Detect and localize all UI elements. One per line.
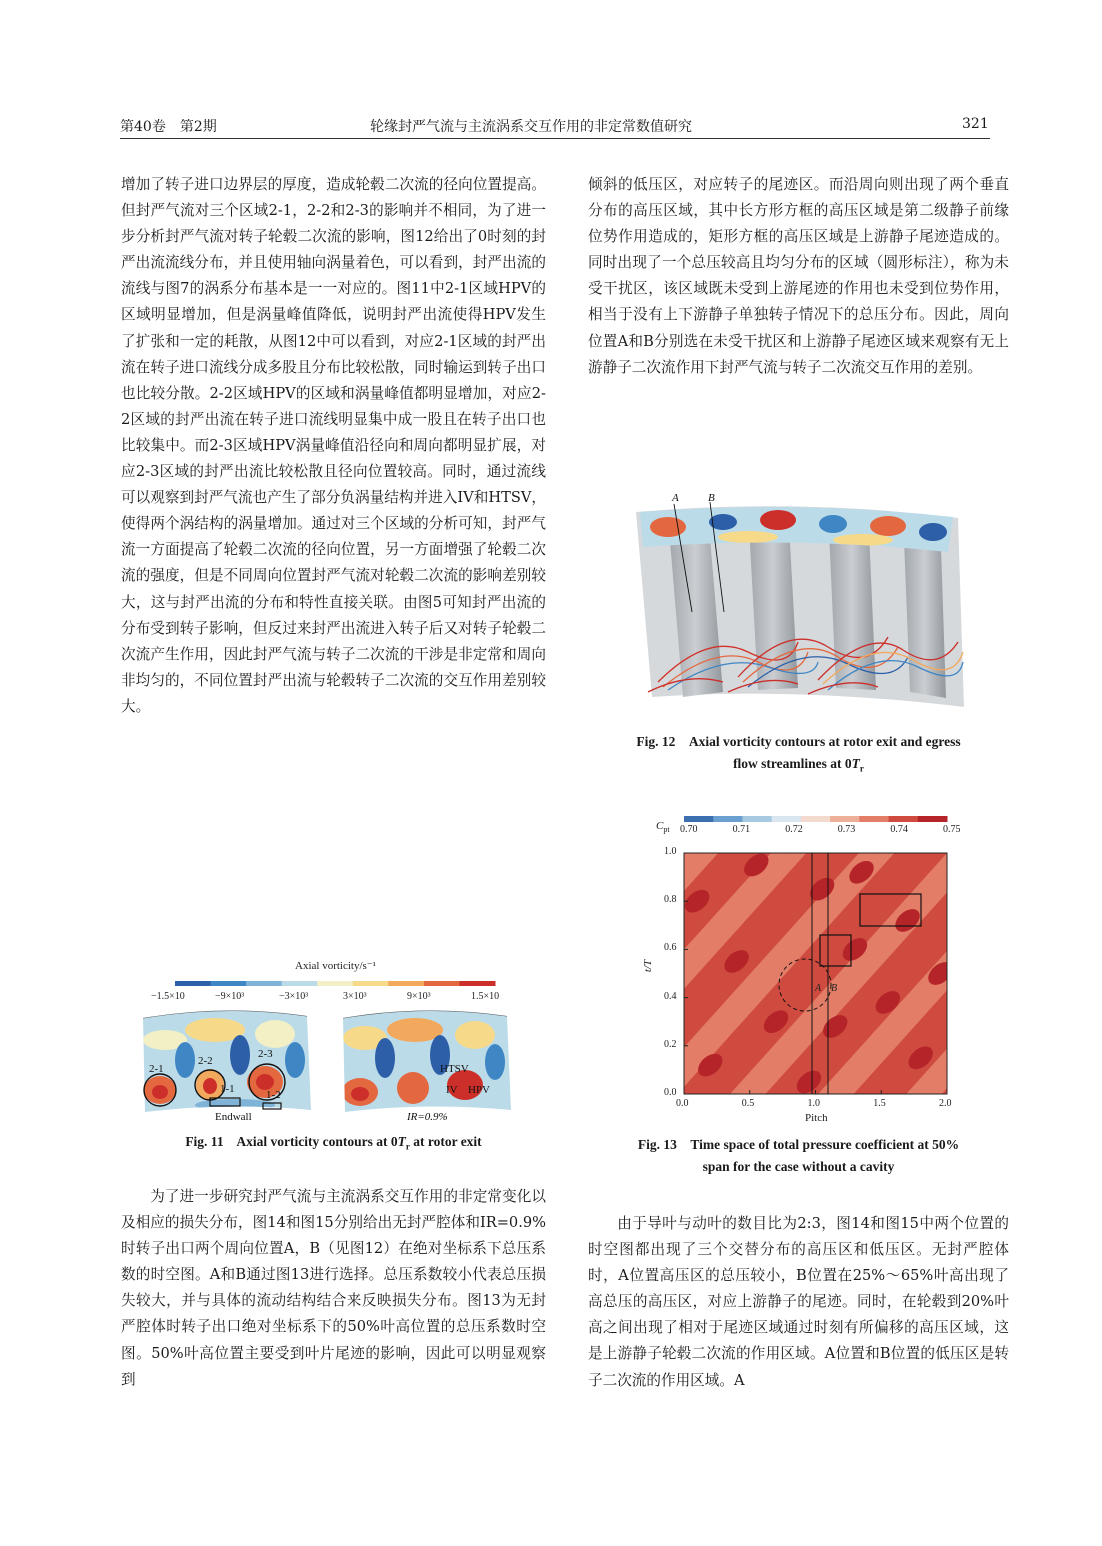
fig11-contour-panels	[135, 1010, 530, 1130]
figure-13	[640, 810, 970, 1130]
colorbar-segment	[459, 981, 495, 986]
position-b-label: B	[831, 983, 838, 994]
caption-text: Time space of total pressure coefficient at 50%	[690, 1137, 960, 1152]
x-tick-label: 1.5	[873, 1098, 886, 1109]
colorbar-segment	[282, 981, 318, 986]
panel-bottom-label: IR=0.9%	[407, 1111, 448, 1123]
caption-prefix: Fig. 11	[185, 1134, 224, 1149]
right-column	[588, 172, 1009, 381]
caption-symbol: T	[397, 1134, 406, 1149]
colorbar-segment	[175, 981, 211, 986]
x-tick-label: 1.0	[807, 1098, 820, 1109]
colorbar-tick-label: 0.72	[785, 824, 803, 835]
y-tick-label: 0.6	[664, 942, 677, 954]
caption-symbol: T	[851, 756, 860, 771]
colorbar-tick-label: 1.5×10	[471, 991, 500, 1002]
colorbar-tick-label: 9×10³	[407, 991, 431, 1002]
left-column	[121, 172, 546, 720]
caption-prefix: Fig. 13	[637, 1137, 677, 1152]
figure-11-caption	[121, 1131, 546, 1158]
fig12-3d-render	[628, 492, 968, 717]
caption-text: flow streamlines at 0	[733, 756, 852, 771]
vortex-label: IV	[446, 1084, 458, 1096]
caption-text: span for the case without a cavity	[702, 1159, 895, 1174]
paragraph: 由于导叶与动叶的数目比为2:3，图14和图15中两个位置的时空图都出现了三个交替分布的高压区和低压区。无封严腔体时，A位置高压区的总压较小，B位置在25%～65%叶高出现了高总压的高压区，对应上游静子的尾迹。同时，在轮毂到20%叶高之间出现了相对于尾迹区域通过时刻有所偏移的高压区域，这是上游静子轮毂二次流的作用区域。A位置和B位置的低压区是转子二次流的作用区域。A	[588, 1215, 1009, 1389]
colorbar-tick-label: −3×10³	[279, 991, 309, 1002]
caption-subscript: r	[405, 1141, 410, 1152]
colorbar-segment	[830, 816, 860, 822]
panel-bottom-label: Endwall	[215, 1111, 252, 1123]
colorbar-segment	[713, 816, 743, 822]
figure-13-caption	[588, 1134, 1009, 1178]
colorbar-title: Axial vorticity/s⁻¹	[295, 960, 376, 972]
x-tick-label: 2.0	[939, 1098, 952, 1109]
y-tick-label: 1.0	[664, 846, 677, 857]
y-tick-label: 0.8	[664, 894, 677, 906]
vortex-label: HPV	[468, 1084, 491, 1096]
paragraph: 为了进一步研究封严气流与主流涡系交互作用的非定常变化以及相应的损失分布，图14和图15分别给出无封严腔体和IR=0.9%时转子出口两个周向位置A，B（见图12）在绝对坐标系下总压系数的时空图。A和B通过图13进行选择。总压系数较小代表总压损失较大，并与具体的流动结构结合来反映损失分布。图13为无封严腔体时转子出口绝对坐标系下的50%叶高位置的总压系数时空图。50%叶高位置主要受到叶片尾迹的影响，因此可以明显观察到	[121, 1188, 546, 1388]
colorbar-tick-label: 0.70	[680, 824, 698, 835]
x-tick-label: 0.0	[676, 1098, 689, 1109]
colorbar-segment	[889, 816, 919, 822]
position-a-label: A	[672, 492, 679, 504]
x-axis-label: Pitch	[805, 1112, 828, 1124]
header-rule	[120, 138, 990, 139]
fig13-time-space-plot	[640, 842, 970, 1122]
caption-prefix: Fig. 12	[636, 734, 676, 749]
colorbar-tick-label: 0.73	[837, 824, 856, 835]
colorbar-tick-label: 0.74	[890, 824, 908, 835]
region-label: 2-1	[149, 1063, 164, 1075]
region-label: 1-1	[220, 1083, 235, 1095]
paragraph: 增加了转子进口边界层的厚度，造成轮毂二次流的径向位置提高。但封严气流对三个区域2-1，2-2和2-3的影响并不相同，为了进一步分析封严气流对转子轮毂二次流的影响，图12给出了0时刻的封严出流流线分布，并且使用轴向涡量着色，可以看到，封严出流的流线与图7的涡系分布基本是一一对应的。图11中2-1区域HPV的区域明显增加，但是涡量峰值降低，说明封严出流使得HPV发生了扩张和一定的耗散，从图12中可以看到，对应2-1区域的封严出流在转子进口流线分成多股且分布比较松散，同时输运到转子出口也比较分散。2-2区域HPV的区域和涡量峰值都明显增加，对应2-2区域的封严出流在转子进口流线明显集中成一股且在转子出口也比较集中。而2-3区域HPV涡量峰值沿径向和周向都明显扩展，对应2-3区域的封严出流比较松散且径向位置较高。同时，通过流线可以观察到封严气流也产生了部分负涡量结构并进入IV和HTSV，使得两个涡结构的涡量增加。通过对三个区域的分析可知，封严气流一方面提高了轮毂二次流的径向位置，另一方面增强了轮毂二次流的强度，但是不同周向位置封严气流对轮毂二次流的影响差别较大，这与封严出流的分布和特性直接关联。由图5可知封严出流的分布受到转子影响，但反过来封严出流进入转子后又对转子轮毂二次流产生作用，因此封严气流与转子二次流的干涉是非定常和周向非均匀的，不同位置封严出流与轮毂转子二次流的交互作用差别较大。	[121, 176, 546, 715]
vortex-label: HTSV	[440, 1063, 469, 1075]
colorbar-tick-label: −9×10³	[215, 991, 245, 1002]
y-tick-label: 0.2	[664, 1038, 677, 1050]
colorbar-segment	[424, 981, 460, 986]
region-label: 1-2	[266, 1089, 281, 1101]
colorbar-segment	[246, 981, 282, 986]
x-tick-label: 0.5	[741, 1098, 755, 1109]
position-b-label: B	[708, 492, 715, 504]
colorbar-segment	[918, 816, 948, 822]
colorbar-segment	[772, 816, 802, 822]
region-label: 2-2	[198, 1055, 213, 1067]
colorbar-segment	[211, 981, 247, 986]
colorbar-tick-label: 3×10³	[343, 991, 367, 1002]
caption-text: Axial vorticity contours at rotor exit and egress	[688, 734, 961, 749]
figure-11	[135, 955, 530, 1130]
position-a-label: A	[815, 983, 822, 994]
colorbar-tick-label: 0.71	[732, 824, 751, 835]
caption-subscript: r	[859, 763, 864, 774]
paragraph: 倾斜的低压区，对应转子的尾迹区。而沿周向则出现了两个垂直分布的高压区域，其中长方形方框的高压区域是第二级静子前缘位势作用造成的，矩形方框的高压区域是上游静子尾迹造成的。同时出现了一个总压较高且均匀分布的区域（圆形标注），称为未受干扰区，该区域既未受到上游尾迹的作用也未受到位势作用，相当于没有上下游静子单独转子情况下的总压分布。因此，周向位置A和B分别选在未受干扰区和上游静子尾迹区域来观察有无上游静子二次流作用下封严气流与转子二次流交互作用的差别。	[588, 176, 1009, 376]
colorbar-segment	[859, 816, 889, 822]
colorbar-segment	[317, 981, 353, 986]
colorbar-segment	[684, 816, 714, 822]
colorbar-segment	[801, 816, 831, 822]
running-title: 轮缘封严气流与主流涡系交互作用的非定常数值研究	[370, 119, 692, 135]
colorbar-tick-label: −1.5×10	[151, 991, 185, 1002]
y-axis-label: t/T	[642, 959, 655, 973]
figure-12-caption	[588, 731, 1009, 780]
y-tick-label: 0.0	[664, 1087, 677, 1098]
caption-end: at rotor exit	[409, 1134, 482, 1149]
right-column-bottom	[588, 1211, 1009, 1394]
caption-text: Axial vorticity contours at 0	[236, 1134, 398, 1149]
colorbar-symbol: C	[656, 820, 664, 832]
colorbar-segment	[353, 981, 389, 986]
colorbar-tick-label: 0.75	[943, 824, 961, 835]
left-column-bottom	[121, 1184, 546, 1393]
journal-issue: 第40卷 第2期	[120, 119, 217, 135]
contour-band	[640, 853, 683, 1094]
colorbar-subscript: pt	[663, 825, 670, 835]
figure-12	[628, 492, 968, 717]
colorbar-segment	[742, 816, 772, 822]
page-number: 321	[962, 116, 989, 132]
y-tick-label: 0.4	[664, 990, 677, 1002]
colorbar-segment	[388, 981, 424, 986]
region-label: 2-3	[258, 1048, 273, 1060]
fig11-right-panel	[335, 1010, 525, 1120]
